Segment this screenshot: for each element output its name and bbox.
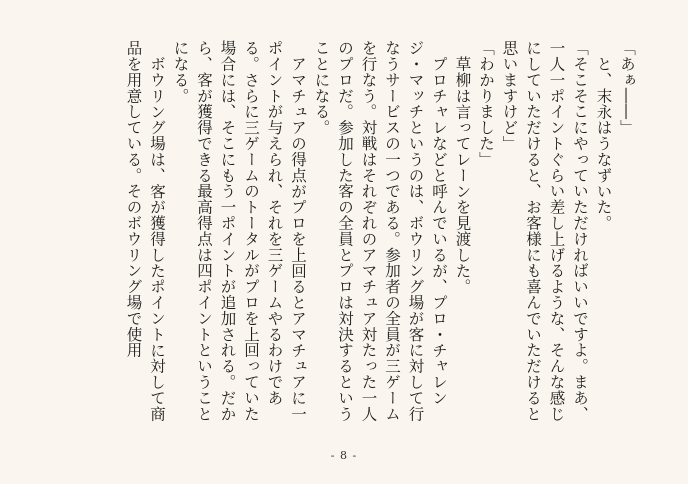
paragraph-suenaga-nod: と、末永はうなずいた。 [594, 55, 613, 231]
paragraph-kusayanagi-lane: 草柳は言ってレーンを見渡した。 [453, 55, 472, 294]
paragraph-dialogue-aa: 「あぁ――」 [618, 40, 636, 136]
paragraph-amateur-points: アマチュアの得点がプロを上回るとアマチュアに一ポイントが与えられ、それを三ゲームやるわけである。さらに三ゲームのトータルがプロを上回っていた場合には、そこにもう一ポイントが追加される。だから、客が獲得できる最高得点は四ポイントということになる。 [171, 40, 307, 422]
vertical-text-body [48, 40, 638, 430]
paragraph-bowling-prizes: ボウリング場は、客が獲得したポイントに対して商品を用意している。そのボウリング場で使用 [124, 40, 166, 422]
paragraph-dialogue-sokosoko: 「そこそこにやっていただければいいですよ。まあ、一人一ポイントぐらい差し上げるような、そんな感じにしていただけると、お客様にも喜んでいただけると思いますけど」 [500, 40, 589, 422]
paragraph-pro-challenge: プロチャレなどと呼んでいるが、プロ・チャレンジ・マッチというのは、ボウリング場が客に対して行なうサービスの一つである。参加者の全員が三ゲームを行なう。対戦はそれぞれのアマチュア対たった一人のプロだ。参加した客の全員とプロは対決するということになる。 [312, 40, 448, 422]
paragraph-dialogue-wakarimashita: 「わかりました」 [477, 40, 495, 168]
page-number: - 8 - [330, 449, 358, 462]
